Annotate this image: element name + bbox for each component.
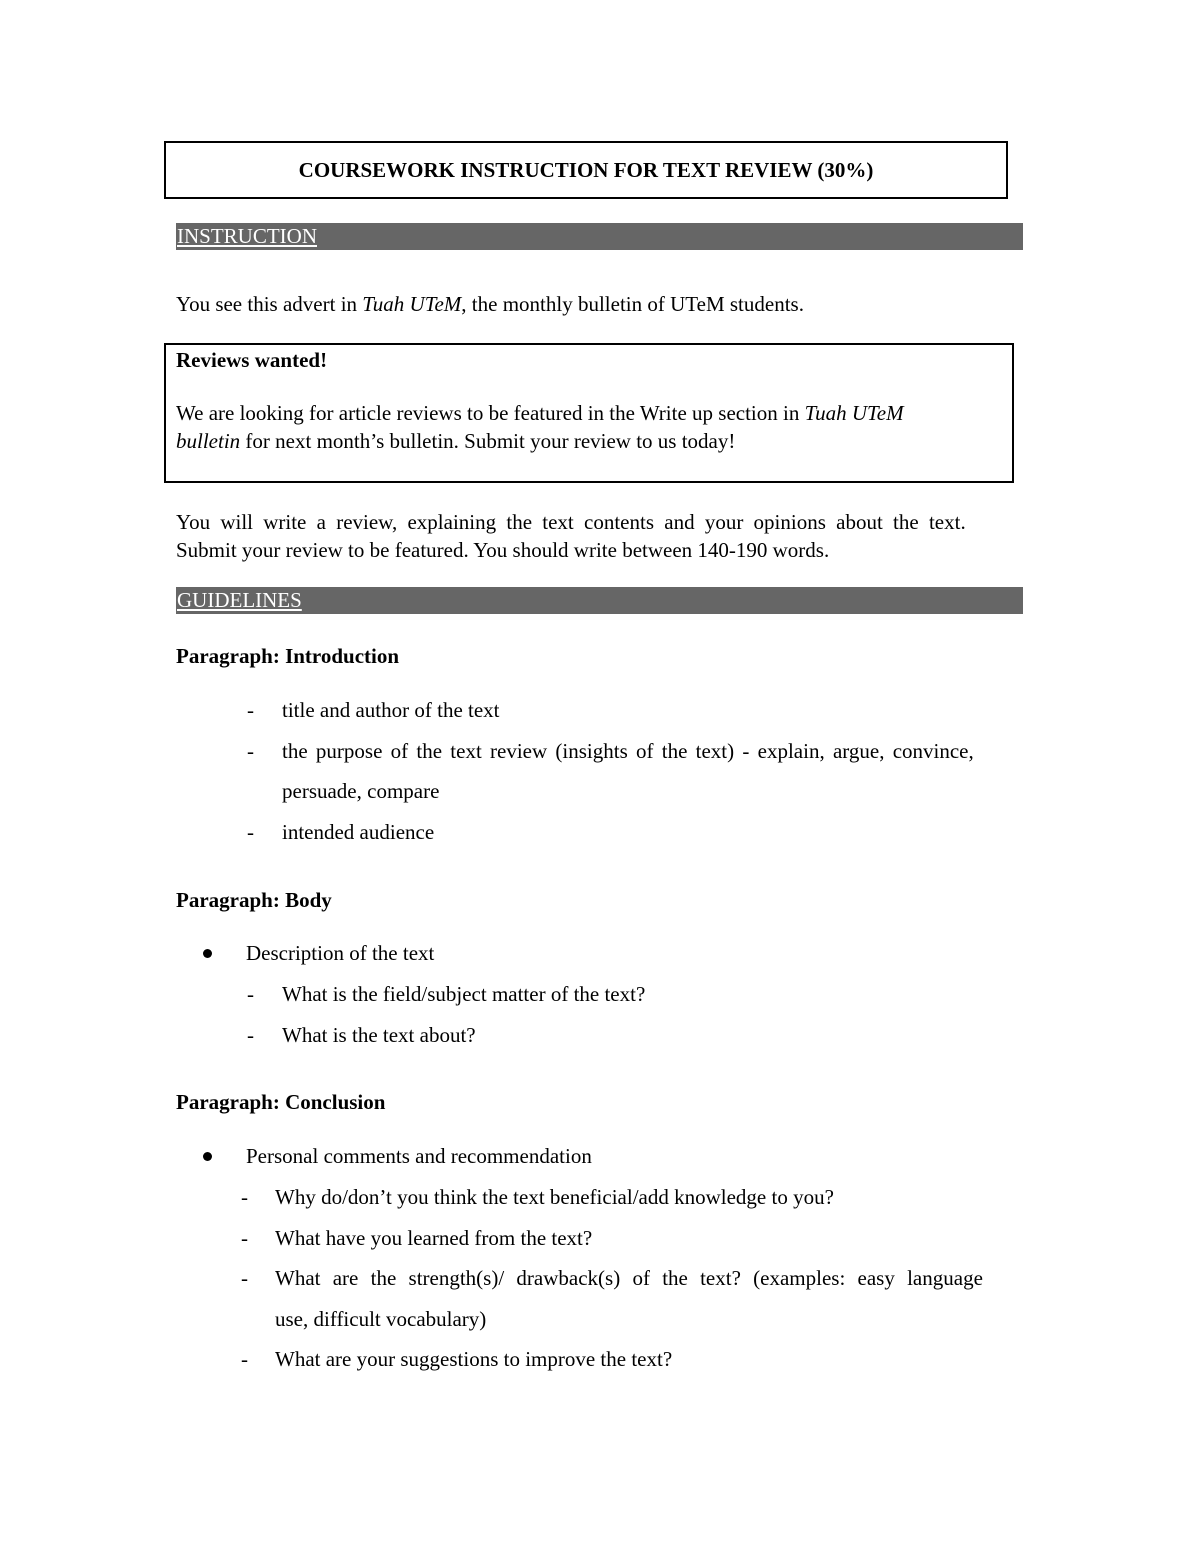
advert-heading: Reviews wanted! xyxy=(176,348,328,372)
task-description-line-1: You will write a review, explaining the text contents and your opinions about the text. xyxy=(176,510,966,534)
guidelines-heading: GUIDELINES xyxy=(177,588,302,612)
advert-line-1 xyxy=(176,399,904,427)
advert-line-1-text: We are looking for article reviews to be featured in the Write up section in xyxy=(176,401,805,425)
list-dash: - xyxy=(241,1266,248,1290)
list-item: What are the strength(s)/ drawback(s) of the text? (examples: easy language xyxy=(275,1266,983,1290)
bullet-icon xyxy=(203,1152,212,1161)
list-item: What have you learned from the text? xyxy=(275,1226,593,1250)
instruction-intro xyxy=(176,290,804,318)
list-dash: - xyxy=(241,1226,248,1250)
document-title: COURSEWORK INSTRUCTION FOR TEXT REVIEW (30%) xyxy=(298,157,874,182)
intro-text-pre: You see this advert in xyxy=(176,292,363,316)
instruction-heading-bar xyxy=(176,223,1023,250)
list-dash: - xyxy=(247,820,254,844)
advert-bulletin-word: bulletin xyxy=(176,429,241,453)
body-heading: Paragraph: Body xyxy=(176,888,332,912)
list-item: What is the text about? xyxy=(282,1023,476,1047)
intro-text-post: , the monthly bulletin of UTeM students. xyxy=(461,292,804,316)
intro-bulletin-name: Tuah UTeM xyxy=(362,292,462,316)
list-item: Why do/don’t you think the text beneficial/add knowledge to you? xyxy=(275,1185,834,1209)
list-dash: - xyxy=(247,982,254,1006)
conclusion-heading: Paragraph: Conclusion xyxy=(176,1090,386,1114)
task-description-line-2: Submit your review to be featured. You should write between 140-190 words. xyxy=(176,538,830,562)
advert-line-2 xyxy=(176,427,735,455)
list-dash: - xyxy=(241,1347,248,1371)
list-dash: - xyxy=(247,1023,254,1047)
list-item: What is the field/subject matter of the text? xyxy=(282,982,646,1006)
list-item: the purpose of the text review (insights of the text) - explain, argue, convince, xyxy=(282,739,974,763)
list-item-continuation: use, difficult vocabulary) xyxy=(275,1307,487,1331)
list-item: What are your suggestions to improve the text? xyxy=(275,1347,673,1371)
list-item-continuation: persuade, compare xyxy=(282,779,440,803)
list-dash: - xyxy=(247,739,254,763)
instruction-heading: INSTRUCTION xyxy=(177,224,317,248)
list-item: title and author of the text xyxy=(282,698,500,722)
list-dash: - xyxy=(247,698,254,722)
guidelines-heading-bar xyxy=(176,587,1023,614)
bullet-item: Personal comments and recommendation xyxy=(246,1144,592,1168)
bullet-icon xyxy=(203,949,212,958)
bullet-item: Description of the text xyxy=(246,941,435,965)
list-item: intended audience xyxy=(282,820,435,844)
list-dash: - xyxy=(241,1185,248,1209)
introduction-heading: Paragraph: Introduction xyxy=(176,644,400,668)
document-title-box xyxy=(164,141,1008,199)
advert-bulletin-name: Tuah UTeM xyxy=(804,401,904,425)
advert-line-2-text: for next month’s bulletin. Submit your review to us today! xyxy=(240,429,736,453)
